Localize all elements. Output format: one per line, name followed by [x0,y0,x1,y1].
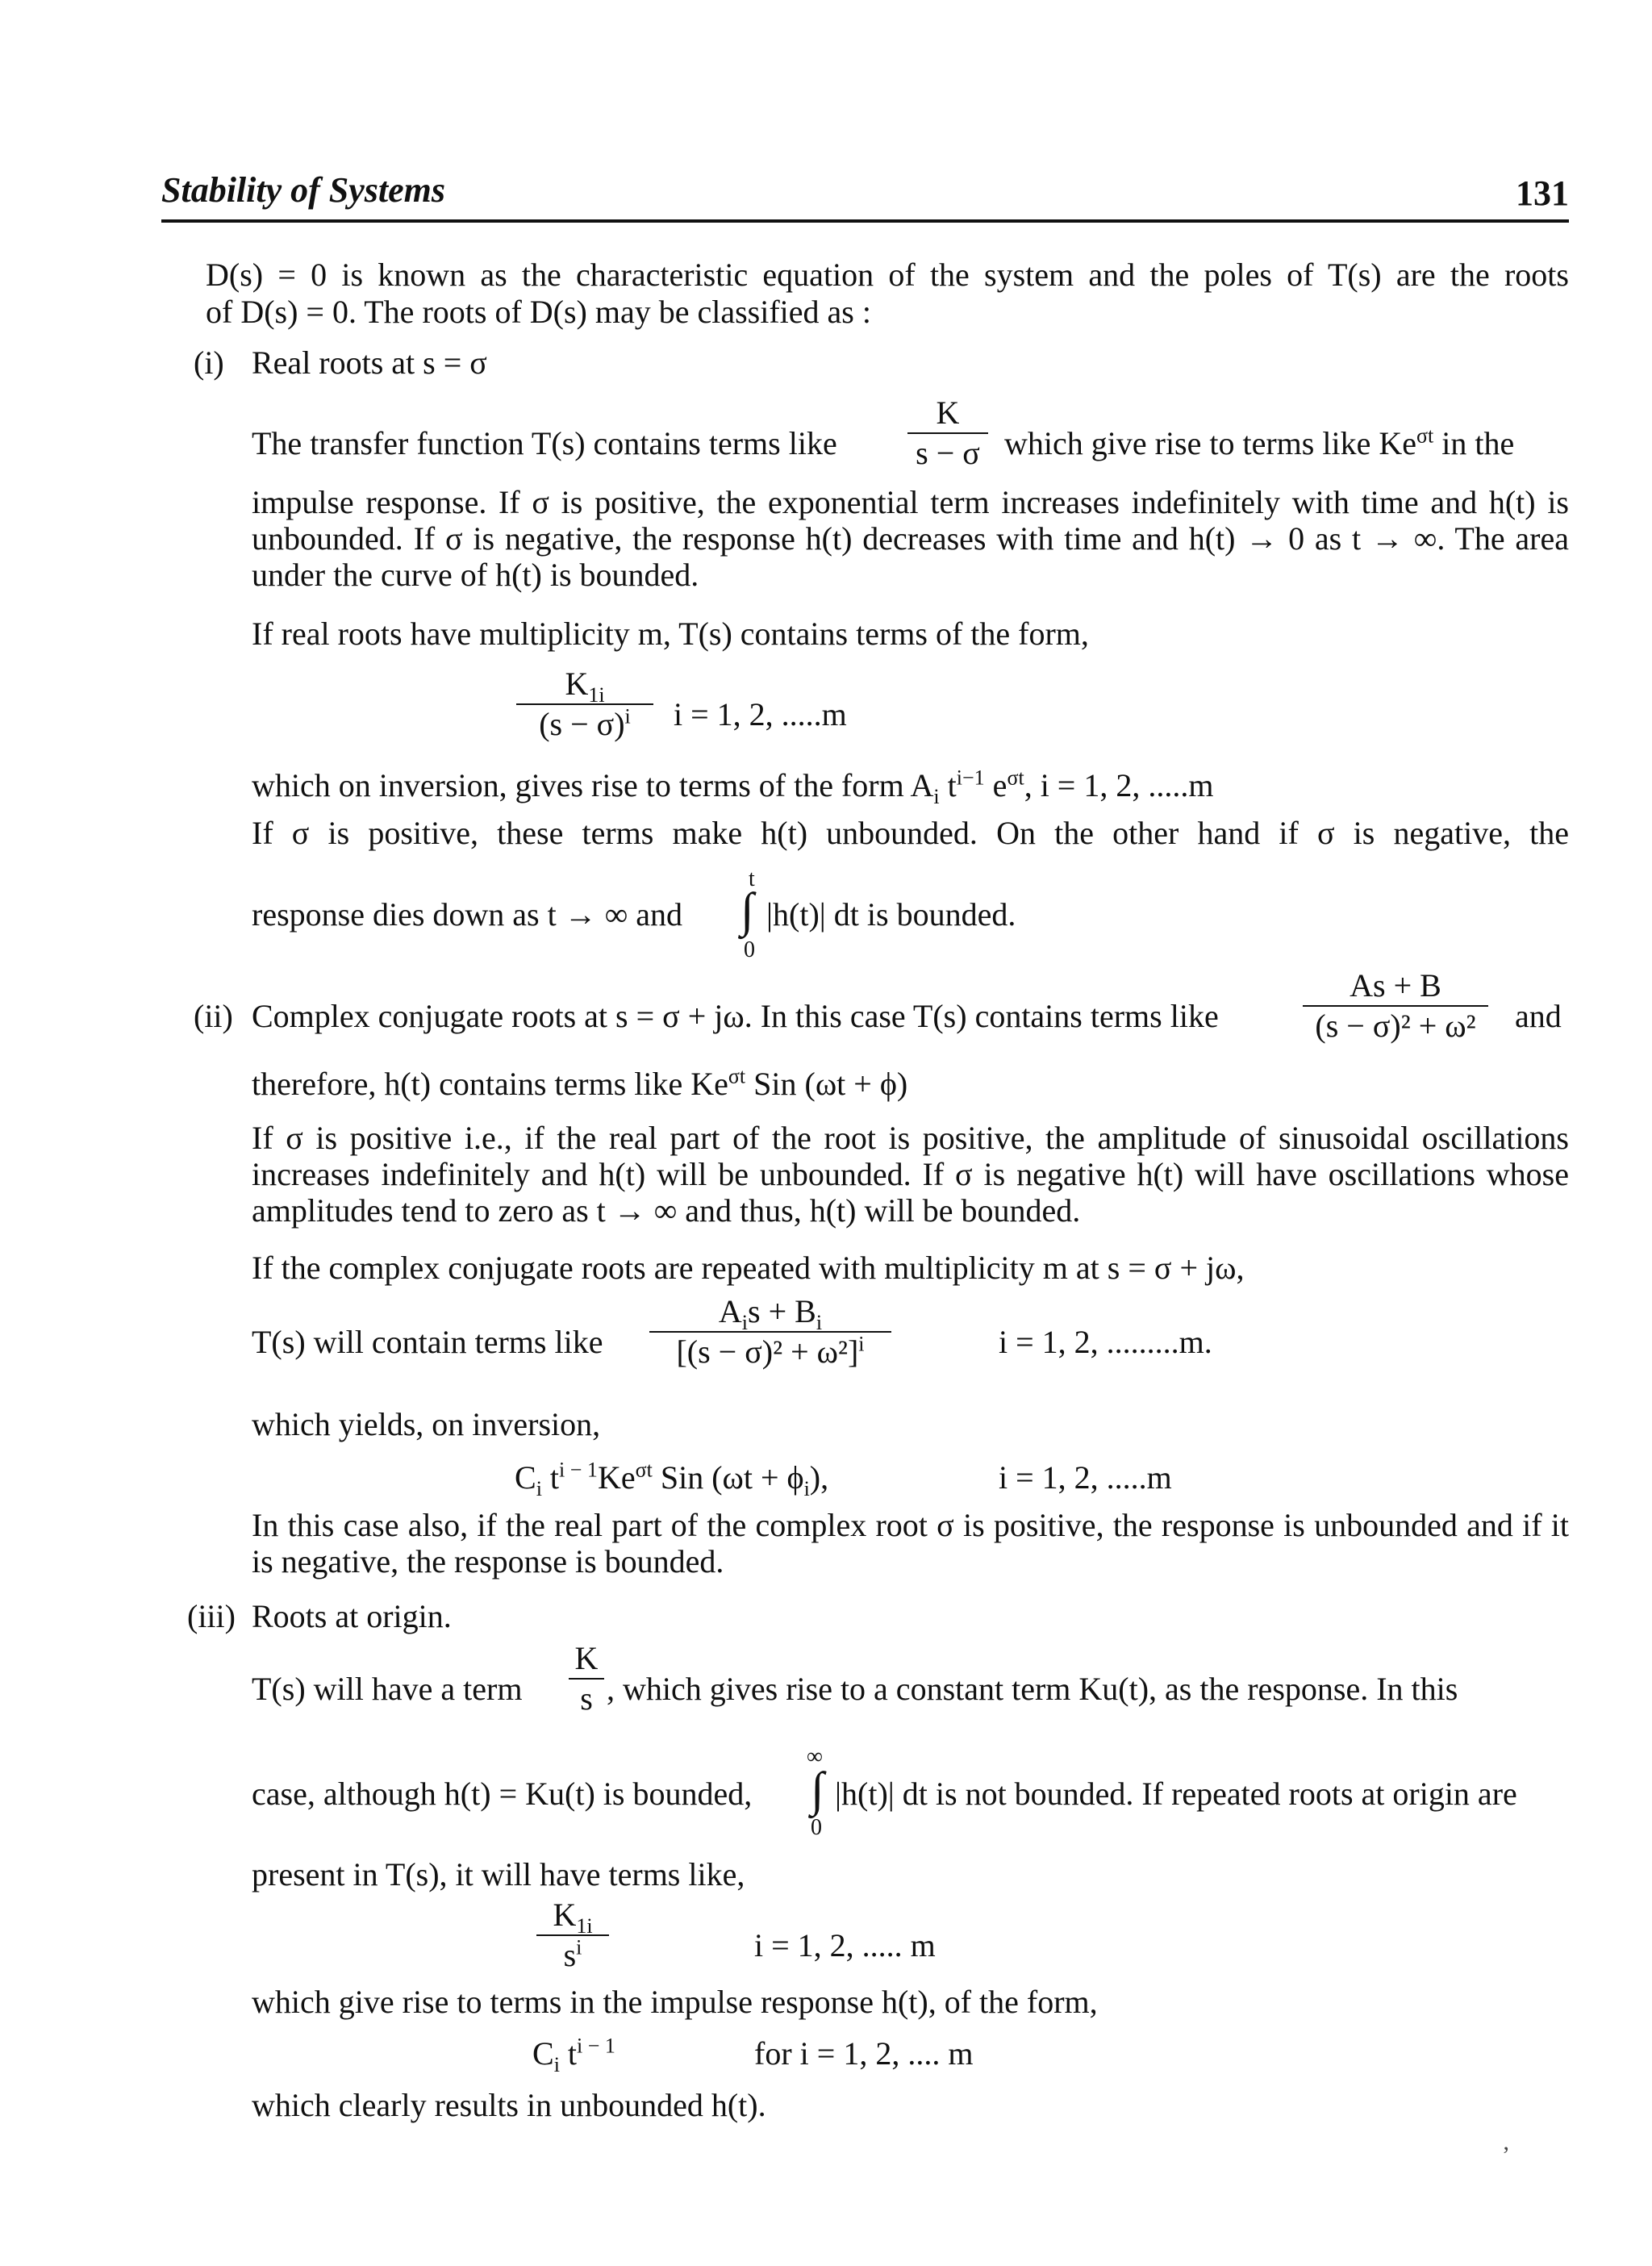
stray-mark: ’ [1502,2142,1510,2168]
case-iii-ct-range: for i = 1, 2, .... m [754,2035,974,2072]
fraction-numerator: K [574,1640,599,1676]
case-ii-fraction [1303,968,1488,1044]
case-iii-ct-term [532,2034,615,2076]
case-ii-repeat-range: i = 1, 2, .........m. [999,1324,1212,1360]
running-header [161,169,1569,223]
superscript: i−1 [956,766,985,790]
case-iii-case-after: |h(t)| dt is not bounded. If repeated roots at origin are [835,1776,1517,1812]
case-ii-repeat-intro: If the complex conjugate roots are repeated with multiplicity m at s = σ + jω, [252,1250,1245,1286]
subscript: i [816,1311,823,1334]
fraction-numerator: As + B [1350,967,1441,1004]
integral-upper-limit: t [749,866,755,891]
subscript: i [553,2053,560,2076]
case-iii-range: i = 1, 2, ..... m [754,1927,936,1963]
case-iii-term-text: T(s) will have a term [252,1671,523,1707]
subscript: 1i [576,1914,593,1938]
case-i-tf-after [1004,424,1514,462]
superscript: i − 1 [577,2034,615,2058]
text: K [553,1897,577,1933]
fraction-bar [569,1678,604,1680]
text: C [515,1459,536,1496]
text: therefore, h(t) contains terms like Ke [252,1066,728,1102]
case-i-mult-fraction [516,666,653,742]
fraction-denominator: s − σ [916,435,980,471]
intro-line-2: of D(s) = 0. The roots of D(s) may be classified as : [206,294,871,330]
integral-lower-limit: 0 [744,937,755,962]
integral-sign: ∫ [811,1763,824,1816]
page-number: 131 [1516,173,1569,213]
case-iii-give-rise: which give rise to terms in the impulse response h(t), of the form, [252,1984,1098,2020]
case-iii-present: present in T(s), it will have terms like, [252,1856,745,1893]
case-ii-inversion-range: i = 1, 2, .....m [999,1459,1172,1496]
integral-upper-limit: ∞ [807,1744,823,1769]
case-iii-term-fraction [569,1641,604,1717]
fraction-bar [649,1331,891,1333]
subscript: i [741,1311,749,1334]
text: s + B [748,1293,816,1329]
subscript: i [803,1477,810,1500]
integral-lower-limit: 0 [811,1815,822,1840]
case-i-dies-after: |h(t)| dt is bounded. [766,896,1016,933]
text: t [939,767,957,803]
text: which on inversion, gives rise to terms of the form A [252,767,934,803]
subscript: 1i [588,683,605,707]
case-i-positive-line: If σ is positive, these terms make h(t) unbounded. On the other hand if σ is negative, the [252,815,1569,851]
case-i-tf-text: The transfer function T(s) contains terms like [252,425,837,461]
superscript: i − 1 [559,1458,598,1482]
case-ii-and: and [1515,998,1562,1034]
text: in the [1441,425,1515,461]
case-ii-label: (ii) [194,998,233,1034]
case-iii-term-after: , which gives rise to a constant term Ku(t), as the response. In this [607,1671,1458,1707]
integral-sign: ∫ [740,883,754,937]
fraction-numerator: K [936,394,960,431]
case-i-tf-fraction [907,395,988,471]
case-i-body: impulse response. If σ is positive, the exponential term increases indefinitely with time and h(t) is unbounded. If σ is negative, the response h(t) decreases with time and h(t) → 0 as t → ∞. The area under the curve of h(t) is bounded. [252,484,1569,593]
case-i-mult-range: i = 1, 2, .....m [674,696,847,732]
text: ), [809,1459,829,1496]
intro-line-1: D(s) = 0 is known as the characteristic equation of the system and the poles of T(s) are the roots [206,257,1569,293]
superscript: σt [728,1064,746,1088]
subscript: i [933,785,940,808]
case-ii-body: If σ is positive i.e., if the real part of the root is positive, the amplitude of sinusoidal oscillations increases indefinitely and h(t) will be unbounded. If σ is negative h(t) will have oscillations whose amplitudes tend to zero as t → ∞ and thus, h(t) will be bounded. [252,1120,1569,1229]
text: e [984,767,1007,803]
fraction-denominator: (s − σ)² + ω² [1315,1008,1476,1044]
case-ii-will-contain: T(s) will contain terms like [252,1324,603,1360]
text: Sin (ωt + ϕ) [745,1066,908,1102]
subscript: i [536,1477,542,1500]
case-ii-inversion [515,1458,829,1500]
chapter-title: Stability of Systems [161,170,445,210]
fraction-bar [516,703,653,705]
case-i-dies-text: response dies down as t → ∞ and [252,896,682,933]
fraction-bar [1303,1005,1488,1007]
superscript: i [576,1935,582,1959]
superscript: i [624,704,631,728]
fraction-bar [907,432,988,434]
fraction-denominator [649,1334,891,1370]
fraction-denominator [516,704,653,742]
text: K [565,666,589,702]
case-ii-repeat-fraction [649,1294,891,1370]
fraction-numerator [649,1293,891,1334]
text: [(s − σ)² + ω²] [676,1333,859,1370]
text: A [718,1293,742,1329]
superscript: i [858,1332,865,1356]
case-i-mult-intro: If real roots have multiplicity m, T(s) contains terms of the form, [252,616,1089,652]
text: C [532,2035,554,2072]
superscript: σt [635,1458,653,1482]
fraction-denominator [536,1935,609,1973]
superscript: σt [1007,766,1024,790]
case-ii-conclusion: In this case also, if the real part of the complex root σ is positive, the response is unbounded and if it is negative, the response is bounded. [252,1507,1569,1580]
fraction-bar [536,1934,609,1936]
fraction-denominator: s [580,1680,593,1717]
case-iii-label: (iii) [187,1598,236,1634]
text: t [559,2035,578,2072]
text: which give rise to terms like Ke [1004,425,1416,461]
case-iii-clearly: which clearly results in unbounded h(t). [252,2087,766,2123]
text: s [563,1937,577,1973]
case-iii-case-text: case, although h(t) = Ku(t) is bounded, [252,1776,753,1812]
text: t [541,1459,560,1496]
text: Sin (ωt + ϕ [652,1459,804,1496]
case-ii-heading: Complex conjugate roots at s = σ + jω. In this case T(s) contains terms like [252,998,1219,1034]
case-iii-heading: Roots at origin. [252,1598,452,1634]
case-ii-therefore [252,1065,907,1103]
fraction-numerator [516,666,653,707]
superscript: σt [1416,424,1434,448]
text: , i = 1, 2, .....m [1024,767,1214,803]
case-i-label: (i) [194,344,224,381]
case-ii-yields: which yields, on inversion, [252,1406,601,1442]
fraction-numerator [536,1897,609,1938]
case-i-heading: Real roots at s = σ [252,344,487,381]
text: Ke [597,1459,636,1496]
text: (s − σ) [539,706,625,742]
case-iii-fraction [536,1897,609,1973]
case-i-inversion [252,766,1214,808]
